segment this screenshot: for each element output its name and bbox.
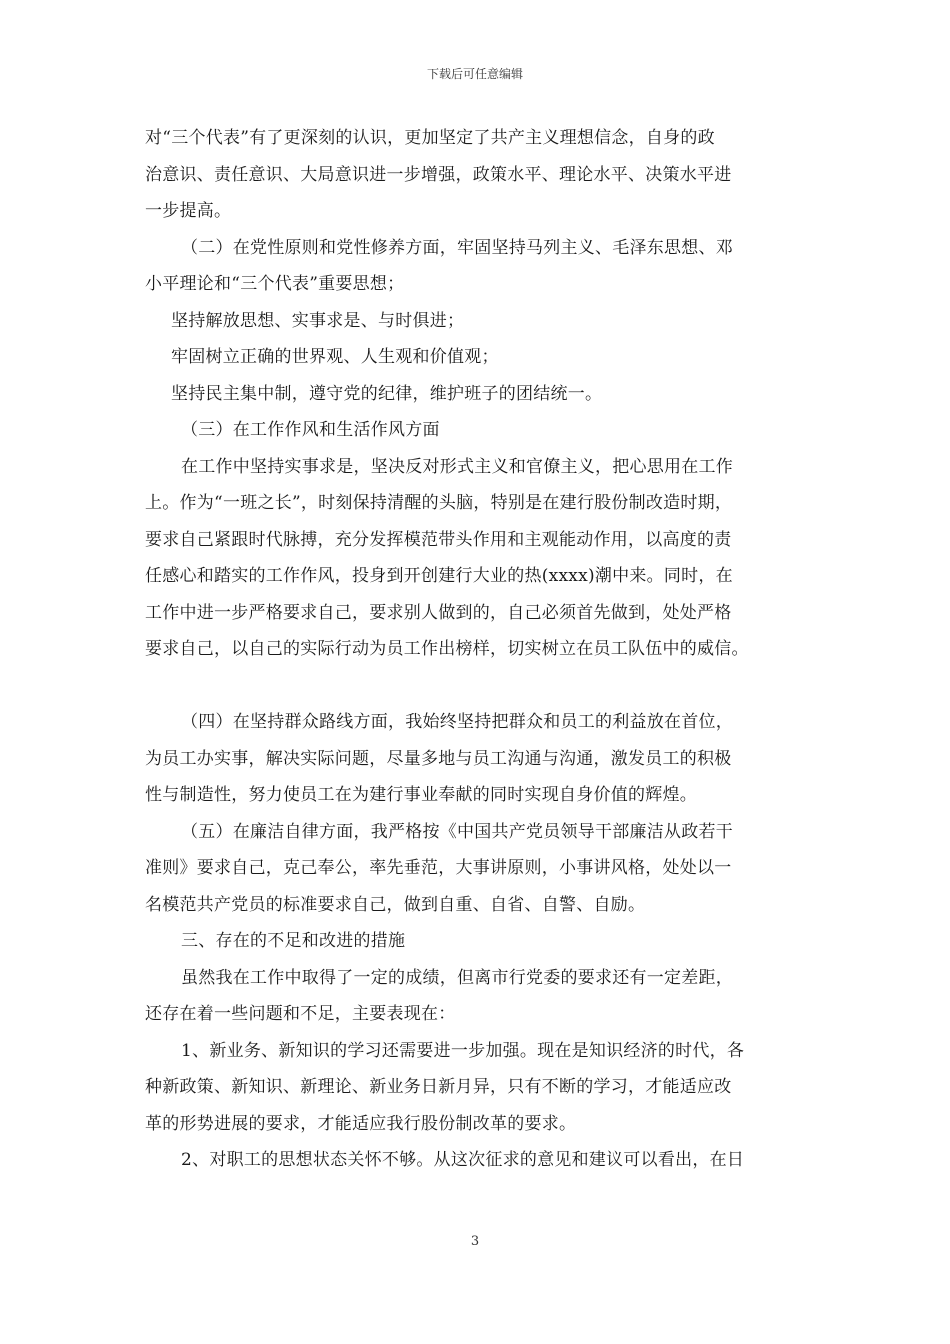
body-line: 在工作中坚持实事求是，坚决反对形式主义和官僚主义，把心思用在工作 [181, 456, 733, 477]
body-line: 小平理论和“三个代表”重要思想； [145, 274, 405, 294]
document-body [145, 120, 815, 1179]
body-line: （五）在廉洁自律方面，我严格按《中国共产党员领导干部廉洁从政若干 [181, 821, 733, 842]
section-heading: （三）在工作作风和生活作风方面 [181, 420, 440, 440]
body-line: 革的形势进展的要求，才能适应我行股份制改革的要求。 [145, 1113, 577, 1134]
body-line: 虽然我在工作中取得了一定的成绩，但离市行党委的要求还有一定差距， [181, 967, 733, 988]
body-line: （四）在坚持群众路线方面，我始终坚持把群众和员工的利益放在首位， [181, 712, 733, 732]
body-line: 要求自己紧跟时代脉搏，充分发挥模范带头作用和主观能动作用，以高度的责 [145, 529, 732, 550]
body-line: 准则》要求自己，克己奉公，率先垂范，大事讲原则，小事讲风格，处处以一 [145, 858, 732, 878]
body-line: 种新政策、新知识、新理论、新业务日新月异，只有不断的学习，才能适应改 [145, 1077, 732, 1097]
body-line: 名模范共产党员的标准要求自己，做到自重、自省、自警、自励。 [145, 894, 646, 915]
body-line: 要求自己，以自己的实际行动为员工作出榜样，切实树立在员工队伍中的威信。 [145, 639, 749, 659]
body-line: 还存在着一些问题和不足，主要表现在： [145, 1004, 456, 1024]
body-line: 坚持民主集中制，遵守党的纪律，维护班子的团结统一。 [171, 383, 603, 404]
body-line: 上。作为“一班之长”，时刻保持清醒的头脑，特别是在建行股份制改造时期， [145, 493, 733, 513]
body-line: 一步提高。 [145, 201, 232, 221]
body-line: 治意识、责任意识、大局意识进一步增强，政策水平、理论水平、决策水平进 [145, 164, 732, 185]
section-heading: 三、存在的不足和改进的措施 [181, 931, 406, 951]
page-number: 3 [470, 1234, 480, 1249]
body-line: 性与制造性，努力使员工在为建行事业奉献的同时实现自身价值的辉煌。 [145, 785, 697, 805]
body-line: 牢固树立正确的世界观、人生观和价值观； [171, 347, 499, 367]
body-line: 对“三个代表”有了更深刻的认识，更加坚定了共产主义理想信念，自身的政 [145, 128, 715, 148]
body-line: 坚持解放思想、实事求是、与时俱进； [171, 310, 465, 331]
body-line: （二）在党性原则和党性修养方面，牢固坚持马列主义、毛泽东思想、邓 [181, 237, 733, 258]
body-line: 为员工办实事，解决实际问题，尽量多地与员工沟通与沟通，激发员工的积极 [145, 748, 732, 769]
paragraph-gap [145, 668, 815, 705]
body-line: 2、对职工的思想状态关怀不够。从这次征求的意见和建议可以看出，在日 [181, 1150, 745, 1170]
body-line: 工作中进一步严格要求自己，要求别人做到的，自己必须首先做到，处处严格 [145, 602, 732, 623]
body-line: 任感心和踏实的工作作风，投身到开创建行大业的热(xxxx)潮中来。同时，在 [145, 566, 733, 586]
body-line: 1、新业务、新知识的学习还需要进一步加强。现在是知识经济的时代，各 [181, 1040, 745, 1061]
page-header: 下载后可任意编辑 [426, 67, 523, 81]
